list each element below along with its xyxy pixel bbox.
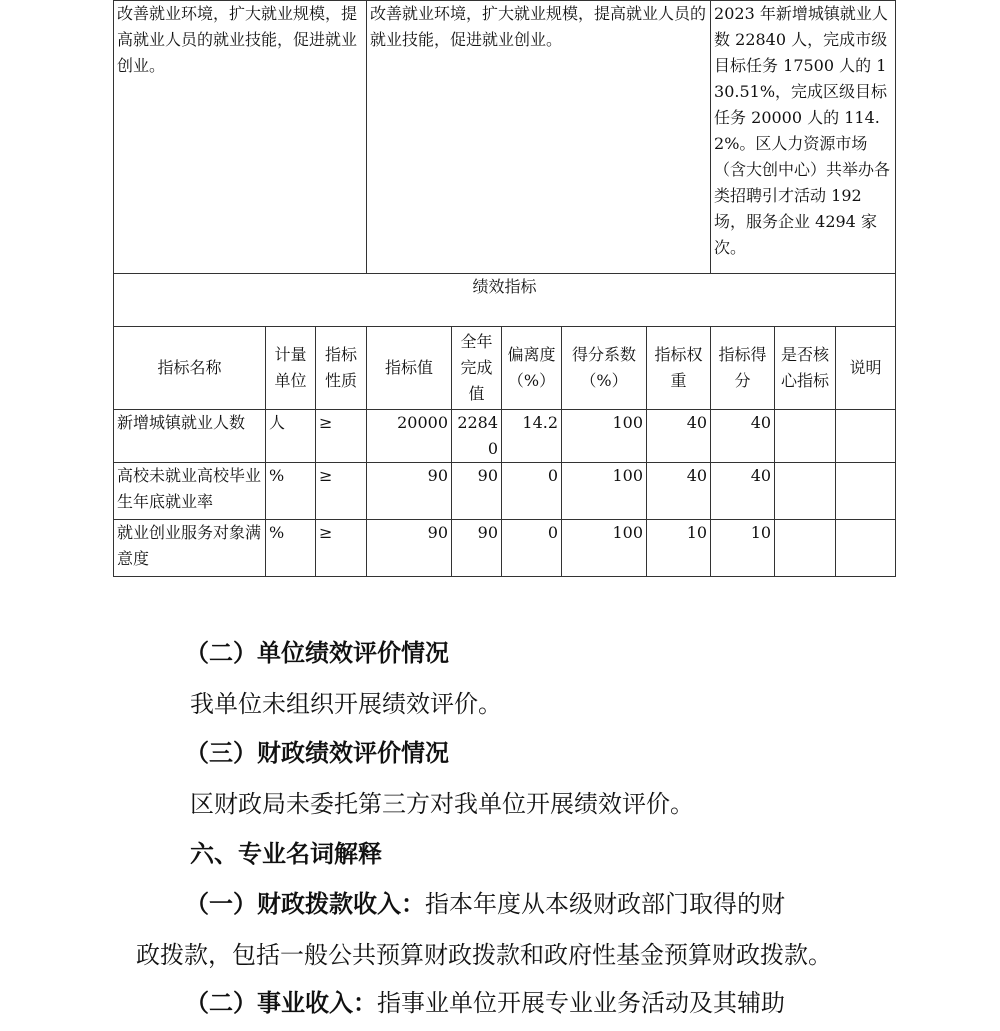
heading-unit-evaluation: （二）单位绩效评价情况	[185, 638, 449, 667]
table-row	[114, 410, 896, 463]
indicator-weight: 40	[647, 463, 711, 520]
indicator-nature: ≥	[316, 410, 367, 463]
term-1-line-2: 政拨款，包括一般公共预算财政拨款和政府性基金预算财政拨款。	[136, 941, 832, 969]
indicator-coef: 100	[562, 520, 647, 577]
header-actual: 全年完成值	[452, 327, 502, 410]
paragraph-unit-evaluation: 我单位未组织开展绩效评价。	[190, 690, 502, 718]
indicator-unit: %	[266, 463, 316, 520]
header-weight: 指标权重	[647, 327, 711, 410]
table-row	[114, 520, 896, 577]
indicator-actual: 22840	[452, 410, 502, 463]
indicator-name: 就业创业服务对象满意度	[114, 520, 266, 577]
term-1-text: 指本年度从本级财政部门取得的财	[425, 890, 785, 918]
section-title-row	[114, 274, 896, 327]
header-coef: 得分系数（%）	[562, 327, 647, 410]
term-1-label: （一）财政拨款收入：	[185, 889, 425, 918]
indicator-name: 高校未就业高校毕业生年底就业率	[114, 463, 266, 520]
indicator-coef: 100	[562, 410, 647, 463]
heading-finance-evaluation: （三）财政绩效评价情况	[185, 738, 449, 767]
indicator-deviation: 14.2	[502, 410, 562, 463]
indicator-target: 20000	[367, 410, 452, 463]
header-nature: 指标性质	[316, 327, 367, 410]
term-2-text: 指事业单位开展专业业务活动及其辅助	[377, 989, 785, 1017]
term-2-line-1	[185, 988, 785, 1018]
indicator-score: 10	[711, 520, 775, 577]
section-title: 绩效指标	[114, 274, 896, 327]
term-2-label: （二）事业收入：	[185, 988, 377, 1017]
indicator-weight: 10	[647, 520, 711, 577]
indicator-nature: ≥	[316, 463, 367, 520]
indicator-deviation: 0	[502, 520, 562, 577]
indicator-core	[775, 410, 836, 463]
indicator-score: 40	[711, 410, 775, 463]
header-name: 指标名称	[114, 327, 266, 410]
indicator-core	[775, 463, 836, 520]
indicator-nature: ≥	[316, 520, 367, 577]
indicator-note	[836, 410, 896, 463]
indicator-deviation: 0	[502, 463, 562, 520]
indicator-target: 90	[367, 463, 452, 520]
heading-terms: 六、专业名词解释	[190, 839, 382, 868]
header-target: 指标值	[367, 327, 452, 410]
goal-cell-3: 2023 年新增城镇就业人数 22840 人，完成市级目标任务 17500 人的 130.51%，完成区级目标任务 20000 人的 114.2%。区人力资源市场（含大创中心）共举办各类招聘引才活动 192 场，服务企业 4294 家次。	[711, 1, 896, 274]
indicator-actual: 90	[452, 463, 502, 520]
header-unit: 计量单位	[266, 327, 316, 410]
indicator-coef: 100	[562, 463, 647, 520]
header-core: 是否核心指标	[775, 327, 836, 410]
indicator-note	[836, 463, 896, 520]
indicator-core	[775, 520, 836, 577]
term-1-line-1	[185, 889, 785, 919]
header-deviation: 偏离度（%）	[502, 327, 562, 410]
paragraph-finance-evaluation: 区财政局未委托第三方对我单位开展绩效评价。	[190, 790, 694, 818]
indicator-note	[836, 520, 896, 577]
goal-row	[114, 1, 896, 274]
header-score: 指标得分	[711, 327, 775, 410]
indicator-score: 40	[711, 463, 775, 520]
header-note: 说明	[836, 327, 896, 410]
indicator-name: 新增城镇就业人数	[114, 410, 266, 463]
goal-cell-1: 改善就业环境，扩大就业规模，提高就业人员的就业技能，促进就业创业。	[114, 1, 367, 274]
indicator-unit: %	[266, 520, 316, 577]
indicator-weight: 40	[647, 410, 711, 463]
goal-cell-2: 改善就业环境，扩大就业规模，提高就业人员的就业技能，促进就业创业。	[367, 1, 711, 274]
indicator-unit: 人	[266, 410, 316, 463]
indicator-target: 90	[367, 520, 452, 577]
table-row	[114, 463, 896, 520]
performance-table	[113, 0, 896, 577]
indicator-actual: 90	[452, 520, 502, 577]
header-row	[114, 327, 896, 410]
